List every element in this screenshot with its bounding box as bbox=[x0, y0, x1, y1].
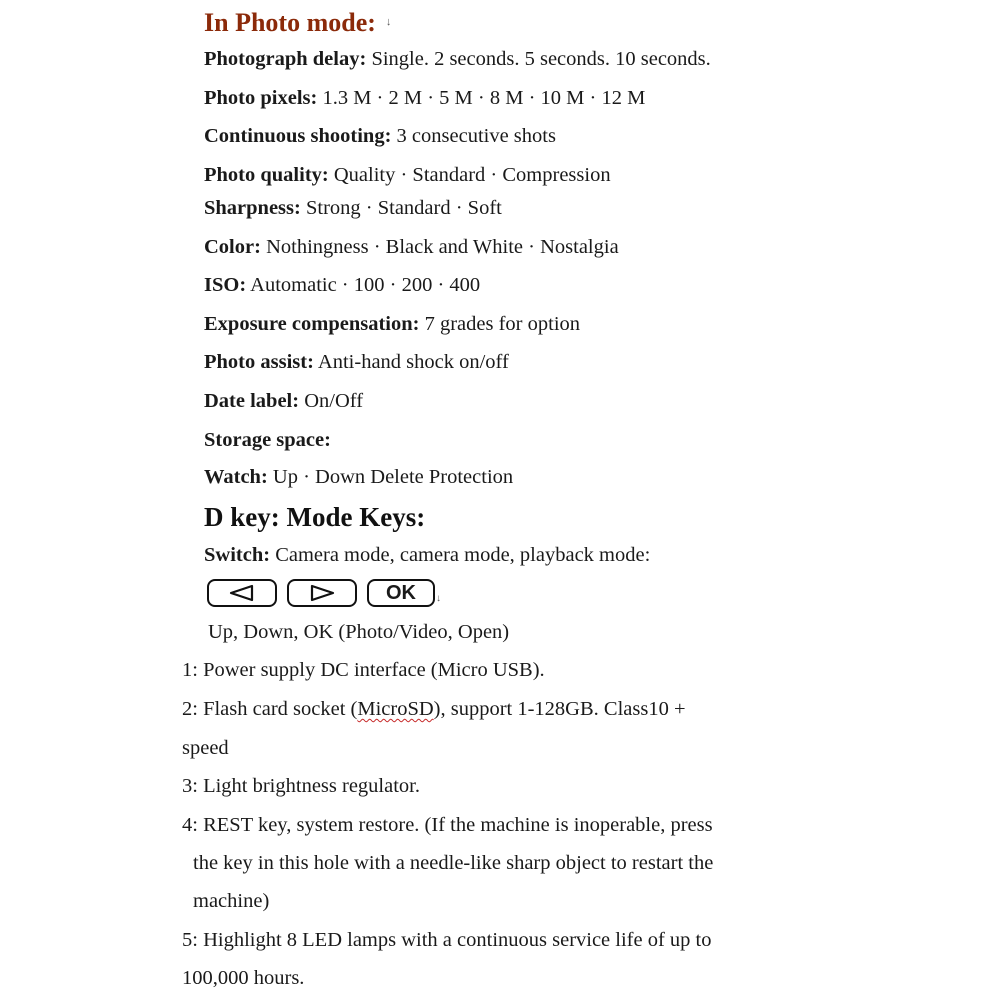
left-triangle-icon bbox=[227, 584, 257, 602]
list-item-5: 5: Highlight 8 LED lamps with a continuous service life of up to bbox=[182, 929, 712, 951]
spec-line-photo-assist bbox=[204, 350, 509, 374]
list-item-5-line-2: 100,000 hours. bbox=[182, 967, 305, 989]
spec-line-photo-quality bbox=[204, 163, 611, 187]
keys-caption: Up, Down, OK (Photo/Video, Open) bbox=[208, 621, 510, 643]
spec-label: Exposure compensation: bbox=[204, 313, 420, 335]
spec-label: Photograph delay: bbox=[204, 48, 367, 70]
right-triangle-icon bbox=[307, 584, 337, 602]
list-item-4: 4: REST key, system restore. (If the machine is inoperable, press bbox=[182, 814, 713, 836]
microsd-term: MicroSD bbox=[357, 698, 434, 720]
spec-value: 1.3 M · 2 M · 5 M · 8 M · 10 M · 12 M bbox=[317, 87, 646, 109]
list-item-4-line-3: machine) bbox=[193, 890, 270, 912]
spec-line-exposure-compensation bbox=[204, 312, 580, 336]
spec-line-iso bbox=[204, 273, 480, 297]
photo-mode-heading-text: In Photo mode: bbox=[204, 8, 376, 37]
spec-value: Strong · Standard · Soft bbox=[300, 197, 502, 219]
spec-line-date-label bbox=[204, 389, 363, 413]
paragraph-mark: ↓ bbox=[436, 593, 441, 604]
spec-value: Nothingness · Black and White · Nostalgia bbox=[260, 236, 619, 258]
spec-label: Photo assist: bbox=[204, 351, 314, 373]
spec-line-continuous-shooting bbox=[204, 124, 556, 148]
item2-text-before: 2: Flash card socket ( bbox=[182, 698, 358, 720]
spec-value: 3 consecutive shots bbox=[391, 125, 556, 147]
list-item-1: 1: Power supply DC interface (Micro USB). bbox=[182, 659, 545, 681]
spec-value: Quality · Standard · Compression bbox=[328, 164, 611, 186]
spec-value: Automatic · 100 · 200 · 400 bbox=[246, 274, 481, 296]
list-item-2-continuation: speed bbox=[182, 737, 229, 759]
switch-label: Switch: bbox=[204, 544, 271, 566]
list-item-2 bbox=[182, 697, 686, 721]
spec-label: Continuous shooting: bbox=[204, 125, 392, 147]
spec-value: On/Off bbox=[299, 390, 364, 412]
up-key bbox=[207, 579, 277, 607]
spec-label: Color: bbox=[204, 236, 261, 258]
photo-mode-heading bbox=[204, 6, 391, 39]
spec-label: Storage space: bbox=[204, 429, 331, 451]
spec-line-photo-pixels bbox=[204, 86, 645, 110]
paragraph-mark: ↓ bbox=[385, 16, 392, 28]
spec-line-sharpness bbox=[204, 196, 502, 220]
spec-line-storage-space bbox=[204, 428, 331, 452]
switch-value: Camera mode, camera mode, playback mode: bbox=[270, 544, 651, 566]
spec-value: Single. 2 seconds. 5 seconds. 10 seconds. bbox=[366, 48, 711, 70]
spec-line-watch bbox=[204, 465, 513, 489]
ok-key bbox=[367, 579, 435, 607]
spec-label: Photo pixels: bbox=[204, 87, 318, 109]
spec-value: Up · Down Delete Protection bbox=[267, 466, 514, 488]
spec-label: Watch: bbox=[204, 466, 268, 488]
spec-label: Date label: bbox=[204, 390, 300, 412]
spec-value: 7 grades for option bbox=[419, 313, 581, 335]
item2-text-after: ), support 1-128GB. Class10 + bbox=[433, 698, 686, 720]
spec-line-color bbox=[204, 235, 619, 259]
spec-label: Photo quality: bbox=[204, 164, 329, 186]
list-item-3: 3: Light brightness regulator. bbox=[182, 775, 420, 797]
d-key-heading: D key: Mode Keys: bbox=[204, 502, 426, 532]
spec-label: Sharpness: bbox=[204, 197, 301, 219]
list-item-4-line-2: the key in this hole with a needle-like sharp object to restart the bbox=[193, 852, 714, 874]
ok-key-label: OK bbox=[386, 582, 416, 604]
switch-line bbox=[204, 543, 650, 567]
down-key bbox=[287, 579, 357, 607]
spec-line-photograph-delay bbox=[204, 47, 711, 71]
spec-value: Anti-hand shock on/off bbox=[313, 351, 509, 373]
spec-label: ISO: bbox=[204, 274, 247, 296]
